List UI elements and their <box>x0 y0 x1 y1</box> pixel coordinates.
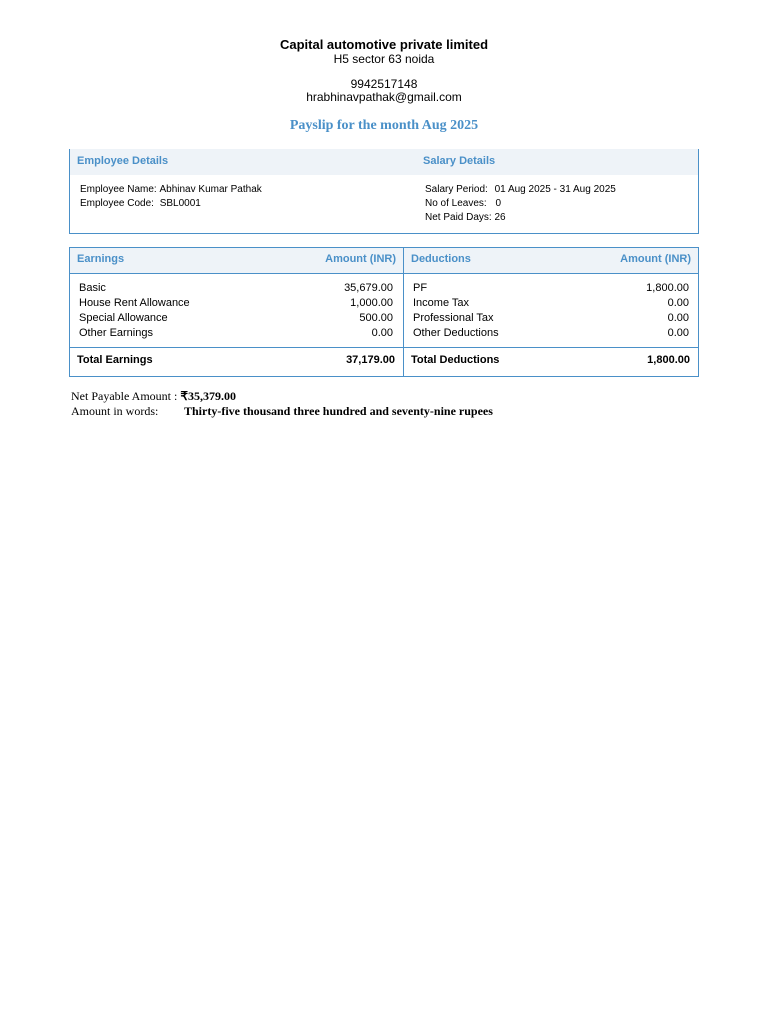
table-row <box>413 326 689 341</box>
paid-days-row <box>425 211 616 225</box>
leaves-value: 0 <box>495 198 502 209</box>
salary-period-value: 01 Aug 2025 - 31 Aug 2025 <box>494 184 616 195</box>
deduction-label: Income Tax <box>413 297 470 309</box>
deductions-amount-heading: Amount (INR) <box>620 253 691 265</box>
deduction-amount: 0.00 <box>667 297 689 309</box>
table-row <box>79 296 393 311</box>
employee-name-row <box>80 183 262 197</box>
employee-name-label: Employee Name: <box>80 184 157 195</box>
total-divider <box>70 347 698 348</box>
earning-label: Special Allowance <box>79 312 168 324</box>
net-payable <box>71 389 236 404</box>
earning-label: Basic <box>79 282 106 294</box>
table-row <box>413 296 689 311</box>
net-payable-value: ₹35,379.00 <box>180 389 236 403</box>
details-header <box>70 149 698 175</box>
company-header <box>0 37 768 104</box>
salary-details <box>425 183 616 225</box>
salary-period-label: Salary Period: <box>425 184 488 195</box>
salary-details-heading: Salary Details <box>423 155 496 167</box>
table-row <box>79 311 393 326</box>
earnings-heading: Earnings <box>77 253 125 265</box>
amount-in-words-label: Amount in words: <box>71 404 159 418</box>
employee-details-heading: Employee Details <box>77 155 169 167</box>
earning-amount: 0.00 <box>371 327 393 339</box>
earnings-deductions-table <box>69 247 699 377</box>
table-row <box>79 326 393 341</box>
amount-in-words-value: Thirty-five thousand three hundred and seventy-nine rupees <box>184 404 493 418</box>
net-payable-label: Net Payable Amount : <box>71 389 178 403</box>
deduction-label: PF <box>413 282 428 294</box>
deductions-heading: Deductions <box>411 253 471 265</box>
earnings-amount-heading: Amount (INR) <box>325 253 396 265</box>
column-divider <box>403 248 404 376</box>
paid-days-label: Net Paid Days: <box>425 212 492 223</box>
employee-name-value: Abhinav Kumar Pathak <box>159 184 262 195</box>
deduction-label: Other Deductions <box>413 327 499 339</box>
employee-code-value: SBL0001 <box>159 198 201 209</box>
employee-code-label: Employee Code: <box>80 198 154 209</box>
total-earnings-label: Total Earnings <box>77 354 153 366</box>
employee-code-row <box>80 197 262 211</box>
deduction-label: Professional Tax <box>413 312 494 324</box>
table-header <box>70 248 698 274</box>
leaves-row <box>425 197 616 211</box>
table-row <box>413 311 689 326</box>
company-email: hrabhinavpathak@gmail.com <box>306 90 462 104</box>
table-row <box>413 281 689 296</box>
amount-in-words <box>71 404 493 419</box>
deduction-amount: 0.00 <box>667 327 689 339</box>
company-phone: 9942517148 <box>350 77 418 91</box>
total-deductions-label: Total Deductions <box>411 354 500 366</box>
deduction-amount: 0.00 <box>667 312 689 324</box>
company-name: Capital automotive private limited <box>279 37 489 52</box>
company-address: H5 sector 63 noida <box>333 52 435 66</box>
payslip-title: Payslip for the month Aug 2025 <box>289 118 479 133</box>
earning-label: House Rent Allowance <box>79 297 190 309</box>
earning-amount: 35,679.00 <box>344 282 393 294</box>
earning-amount: 500.00 <box>359 312 393 324</box>
paid-days-value: 26 <box>494 212 506 223</box>
earning-amount: 1,000.00 <box>350 297 393 309</box>
employee-details <box>80 183 262 211</box>
earning-label: Other Earnings <box>79 327 153 339</box>
details-section <box>69 149 699 234</box>
leaves-label: No of Leaves: <box>425 198 487 209</box>
deductions-rows <box>413 281 689 341</box>
table-row <box>79 281 393 296</box>
earnings-rows <box>79 281 393 341</box>
total-deductions-amount: 1,800.00 <box>647 354 690 366</box>
total-earnings-amount: 37,179.00 <box>346 354 395 366</box>
salary-period-row <box>425 183 616 197</box>
deduction-amount: 1,800.00 <box>646 282 689 294</box>
